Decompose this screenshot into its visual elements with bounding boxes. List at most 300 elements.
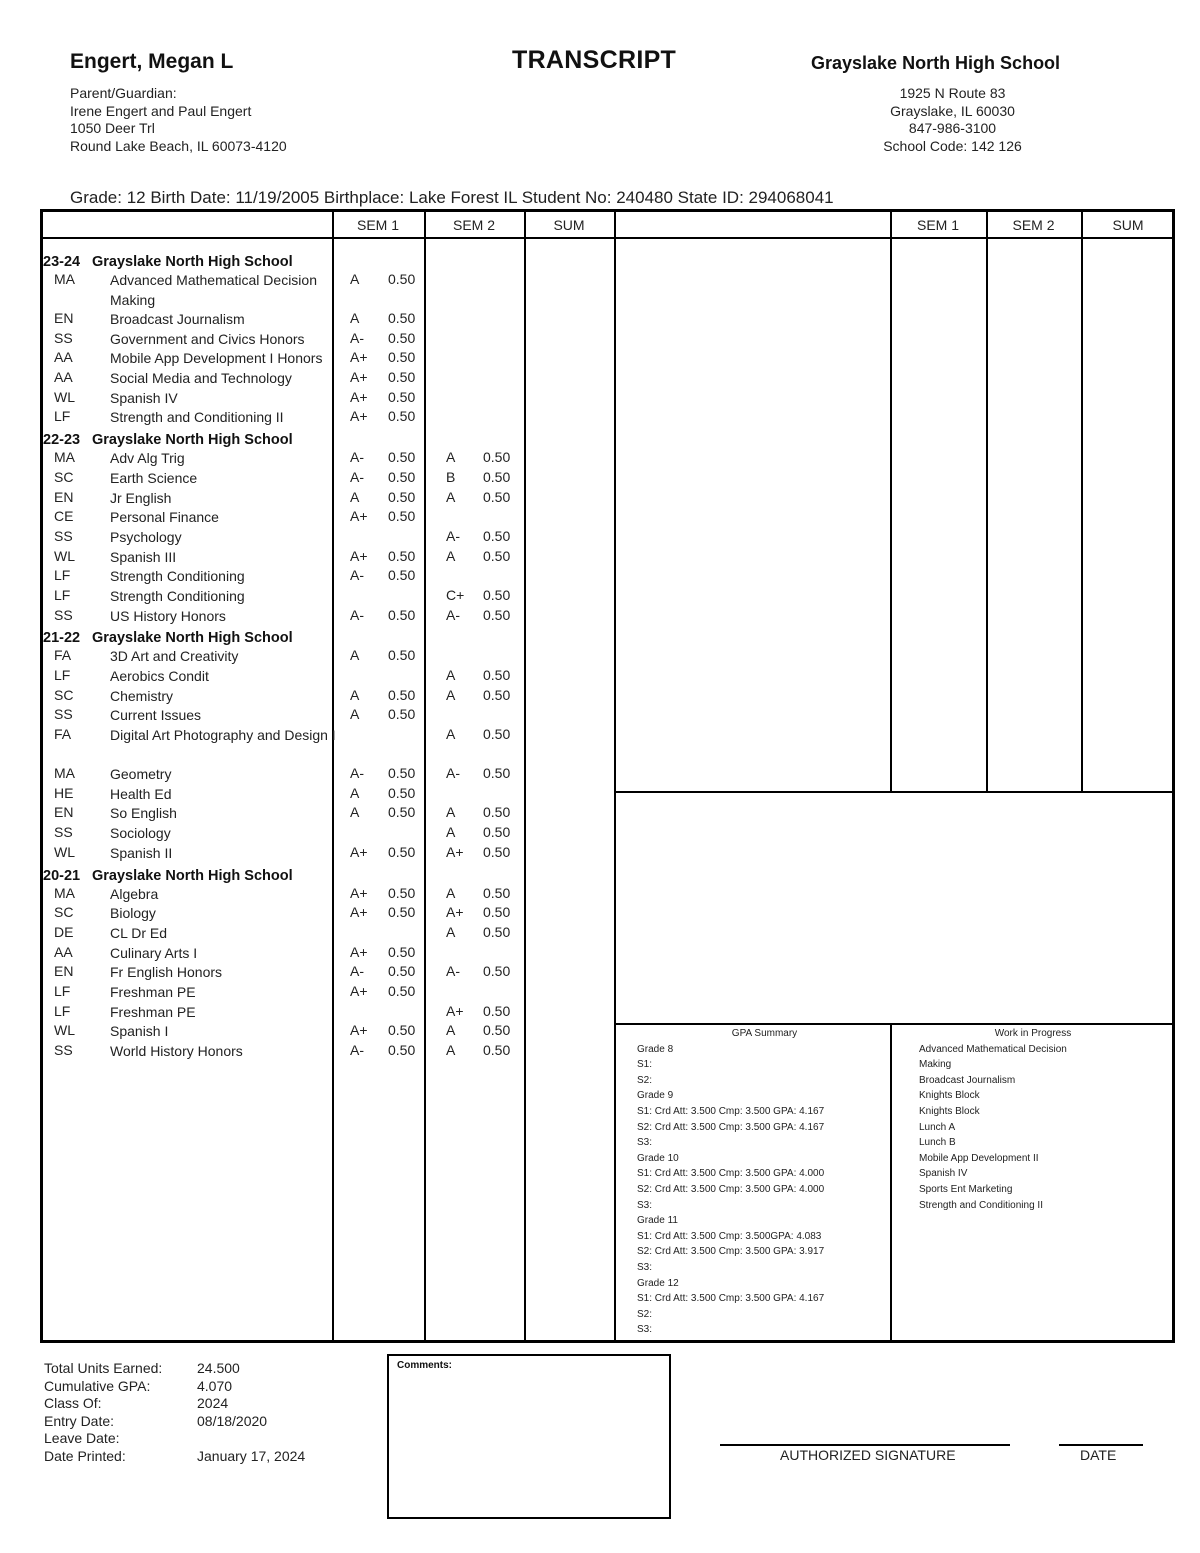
course-subject: WL <box>54 388 75 405</box>
course-row <box>43 270 620 309</box>
date-line <box>1059 1444 1143 1446</box>
course-title: Current Issues <box>110 707 202 724</box>
transcript-summary <box>44 1360 305 1466</box>
course-subject: DE <box>54 923 74 940</box>
course-subject: LF <box>54 1002 71 1019</box>
course-subject: LF <box>54 567 71 584</box>
work-in-progress-line: Making <box>919 1059 952 1071</box>
sem1-credit: 0.50 <box>388 647 416 664</box>
course-subject: LF <box>54 408 71 425</box>
sem2-grade: C+ <box>446 586 465 603</box>
sem1-credit: 0.50 <box>388 388 416 405</box>
course-subject: MA <box>54 884 75 901</box>
gpa-summary-line: S3: <box>637 1137 653 1149</box>
summary-value: 4.070 <box>197 1377 233 1394</box>
sem2-credit: 0.50 <box>483 488 511 505</box>
course-row <box>43 566 620 586</box>
guardian-line: Irene Engert and Paul Engert <box>70 102 252 119</box>
header-divider <box>43 237 1172 239</box>
sem2-grade: A <box>446 686 456 703</box>
course-subject: AA <box>54 943 73 960</box>
course-title: Sociology <box>110 825 171 842</box>
course-subject: MA <box>54 765 75 782</box>
year-school-name: Grayslake North High School <box>92 432 293 449</box>
course-title: Advanced Mathematical Decision Making <box>110 272 317 308</box>
course-row <box>43 666 620 686</box>
course-title: US History Honors <box>110 607 226 624</box>
sem2-credit: 0.50 <box>483 686 511 703</box>
course-title: Fr English Honors <box>110 964 223 981</box>
sem1-grade: A+ <box>350 547 368 564</box>
sem1-grade: A+ <box>350 1022 368 1039</box>
sem1-grade: A+ <box>350 904 368 921</box>
course-title: Psychology <box>110 528 182 545</box>
course-subject: MA <box>54 271 75 287</box>
col-sum-header: SUM <box>553 217 585 233</box>
school-year: 22-23 <box>43 432 81 449</box>
sem1-grade: A+ <box>350 408 368 425</box>
work-in-progress-line: Broadcast Journalism <box>919 1074 1016 1086</box>
sem1-credit: 0.50 <box>388 606 416 623</box>
sem1-grade: A+ <box>350 508 368 525</box>
sem2-grade: A- <box>446 765 460 782</box>
year-school-name: Grayslake North High School <box>92 630 293 647</box>
gpa-summary-line: Grade 8 <box>637 1043 674 1055</box>
sem1-grade: A <box>350 647 360 664</box>
course-title: Freshman PE <box>110 1003 196 1020</box>
sem2-grade: A+ <box>446 1002 464 1019</box>
course-row <box>43 982 620 1002</box>
sem1-grade: A- <box>350 606 364 623</box>
sem2-grade: A <box>446 449 456 466</box>
summary-value: 08/18/2020 <box>197 1412 268 1429</box>
summary-label: Date Printed: <box>44 1447 126 1464</box>
work-in-progress-title: Work in Progress <box>994 1028 1072 1039</box>
summary-row <box>44 1395 305 1413</box>
right-section-divider <box>614 1023 1172 1025</box>
summary-label: Total Units Earned: <box>44 1360 163 1376</box>
course-row <box>43 823 620 843</box>
gpa-summary-line: S3: <box>637 1324 653 1336</box>
course-title: Earth Science <box>110 469 198 486</box>
year-school-name: Grayslake North High School <box>92 254 293 270</box>
sem2-grade: A <box>446 488 456 505</box>
sem1-credit: 0.50 <box>388 349 416 366</box>
course-title: Spanish IV <box>110 389 178 406</box>
course-row <box>43 843 620 863</box>
sem2-grade: A <box>446 1022 456 1039</box>
sem1-credit: 0.50 <box>388 567 416 584</box>
sem2-credit: 0.50 <box>483 765 511 782</box>
course-subject: CE <box>54 508 74 525</box>
transcript-table <box>40 209 1175 1343</box>
gpa-summary-line: S1: Crd Att: 3.500 Cmp: 3.500 GPA: 4.000 <box>637 1168 825 1180</box>
guardian-line: Round Lake Beach, IL 60073-4120 <box>70 137 287 154</box>
course-subject: EN <box>54 310 74 326</box>
col-sum-header-right: SUM <box>1112 217 1144 233</box>
sem2-grade: A <box>446 1042 456 1058</box>
sem1-grade: A <box>350 804 360 821</box>
sem2-credit: 0.50 <box>483 586 511 603</box>
year-header <box>43 867 620 884</box>
sem1-grade: A+ <box>350 943 368 960</box>
course-subject: SS <box>54 606 73 623</box>
course-title: World History Honors <box>110 1043 243 1059</box>
sem2-credit: 0.50 <box>483 726 511 743</box>
sem1-grade: A <box>350 686 360 703</box>
gpa-summary-line: Grade 10 <box>637 1152 679 1164</box>
course-row <box>43 507 620 527</box>
course-row <box>43 448 620 468</box>
course-row <box>43 962 620 982</box>
work-in-progress-line: Strength and Conditioning II <box>919 1199 1043 1211</box>
course-row <box>43 686 620 706</box>
sem2-credit: 0.50 <box>483 468 511 485</box>
sem2-grade: A- <box>446 963 460 980</box>
right-section-divider <box>614 791 1172 793</box>
column-divider <box>986 212 988 792</box>
course-row <box>43 764 620 784</box>
sem1-grade: A <box>350 784 360 801</box>
course-row <box>43 1041 620 1061</box>
column-divider <box>1081 212 1083 792</box>
course-title: Broadcast Journalism <box>110 311 245 327</box>
student-name: Engert, Megan L <box>70 50 234 73</box>
year-header <box>43 253 620 270</box>
sem2-grade: A <box>446 923 456 940</box>
course-list <box>43 249 620 1061</box>
col-sem1-header: SEM 1 <box>356 217 399 233</box>
sem2-credit: 0.50 <box>483 1042 511 1058</box>
sem1-credit: 0.50 <box>388 884 416 901</box>
work-in-progress-line: Knights Block <box>919 1105 980 1117</box>
gpa-summary-line: S2: <box>637 1074 653 1086</box>
course-title: So English <box>110 805 177 822</box>
course-title: Algebra <box>110 885 159 902</box>
sem2-credit: 0.50 <box>483 824 511 841</box>
sem1-grade: A- <box>350 567 364 584</box>
course-title: Adv Alg Trig <box>110 450 185 467</box>
course-row <box>43 586 620 606</box>
gpa-summary-title: GPA Summary <box>731 1028 798 1039</box>
course-subject: SC <box>54 686 74 703</box>
course-title: Health Ed <box>110 785 172 802</box>
course-title: Chemistry <box>110 687 174 704</box>
sem1-grade: A+ <box>350 843 368 860</box>
course-row <box>43 547 620 567</box>
course-row <box>43 803 620 823</box>
sem1-credit: 0.50 <box>388 784 416 801</box>
course-subject: WL <box>54 1022 75 1039</box>
sem2-credit: 0.50 <box>483 449 511 466</box>
gpa-summary-line: Grade 12 <box>637 1277 679 1289</box>
sem1-credit: 0.50 <box>388 449 416 466</box>
sem2-credit: 0.50 <box>483 527 511 544</box>
work-in-progress-line: Advanced Mathematical Decision <box>919 1043 1067 1055</box>
course-row <box>43 903 620 923</box>
course-title: Mobile App Development I Honors <box>110 350 323 367</box>
sem2-credit: 0.50 <box>483 804 511 821</box>
gpa-summary-line: S1: Crd Att: 3.500 Cmp: 3.500 GPA: 4.167 <box>637 1105 825 1117</box>
summary-value: 24.500 <box>197 1360 240 1376</box>
gpa-summary-line: S2: Crd Att: 3.500 Cmp: 3.500 GPA: 4.167 <box>637 1121 825 1133</box>
summary-value: January 17, 2024 <box>197 1447 306 1464</box>
summary-label: Leave Date: <box>44 1430 120 1447</box>
sem2-grade: A <box>446 547 456 564</box>
course-subject: EN <box>54 963 74 980</box>
course-row <box>43 784 620 804</box>
course-subject: LF <box>54 586 71 603</box>
column-divider <box>890 212 892 792</box>
gpa-summary-line: S2: Crd Att: 3.500 Cmp: 3.500 GPA: 4.000 <box>637 1183 825 1195</box>
course-subject: LF <box>54 982 71 999</box>
gpa-summary-line: Grade 9 <box>637 1090 674 1102</box>
sem1-grade: A <box>350 271 360 287</box>
sem2-grade: A- <box>446 606 460 623</box>
sem1-credit: 0.50 <box>388 488 416 505</box>
gpa-summary-line: S1: <box>637 1059 653 1071</box>
signature-line <box>720 1444 1010 1446</box>
summary-label: Class Of: <box>44 1395 102 1412</box>
sem2-credit: 0.50 <box>483 1022 511 1039</box>
course-row <box>43 388 620 408</box>
sem1-credit: 0.50 <box>388 982 416 999</box>
year-header <box>43 431 620 448</box>
sem2-grade: A <box>446 726 456 743</box>
course-subject: SS <box>54 329 73 346</box>
gpa-summary-line: S3: <box>637 1199 653 1211</box>
sem2-credit: 0.50 <box>483 923 511 940</box>
sem1-credit: 0.50 <box>388 468 416 485</box>
course-row <box>43 488 620 508</box>
course-row <box>43 329 620 349</box>
course-row <box>43 943 620 963</box>
sem1-grade: A <box>350 488 360 505</box>
course-title: Strength Conditioning <box>110 568 245 585</box>
sem2-grade: A <box>446 804 456 821</box>
sem1-credit: 0.50 <box>388 963 416 980</box>
gpa-summary <box>618 1026 891 1338</box>
sem1-credit: 0.50 <box>388 843 416 860</box>
school-address-line: 847-986-3100 <box>908 120 997 137</box>
sem1-grade: A+ <box>350 388 368 405</box>
sem1-grade: A <box>350 310 360 326</box>
course-title: Geometry <box>110 766 172 783</box>
work-in-progress <box>891 1026 1175 1213</box>
course-subject: HE <box>54 784 74 801</box>
sem2-grade: A+ <box>446 843 464 860</box>
col-sem2-header: SEM 2 <box>452 217 495 233</box>
course-subject: EN <box>54 488 74 505</box>
sem1-credit: 0.50 <box>388 271 416 287</box>
sem2-credit: 0.50 <box>483 606 511 623</box>
course-row <box>43 725 620 764</box>
course-row <box>43 1021 620 1041</box>
course-title: Aerobics Condit <box>110 668 209 684</box>
course-subject: FA <box>54 726 72 743</box>
course-subject: WL <box>54 547 75 564</box>
course-title: Strength and Conditioning II <box>110 409 284 426</box>
course-subject: WL <box>54 843 75 860</box>
sem1-credit: 0.50 <box>388 329 416 346</box>
course-title: Digital Art Photography and Design I <box>110 727 336 744</box>
course-row <box>43 468 620 488</box>
sem2-grade: A- <box>446 527 460 544</box>
summary-row <box>44 1378 305 1396</box>
course-subject: AA <box>54 369 73 386</box>
course-row <box>43 1002 620 1022</box>
course-subject: SS <box>54 824 73 841</box>
sem1-grade: A- <box>350 329 364 346</box>
course-title: Spanish II <box>110 844 173 861</box>
school-address-line: 1925 N Route 83 <box>899 85 1006 101</box>
course-subject: EN <box>54 804 74 821</box>
sem2-credit: 0.50 <box>483 963 511 980</box>
col-sem1-header-right: SEM 1 <box>916 217 959 233</box>
col-sem2-header-right: SEM 2 <box>1012 217 1055 233</box>
work-in-progress-line: Lunch B <box>919 1137 956 1149</box>
sem1-credit: 0.50 <box>388 508 416 525</box>
course-row <box>43 348 620 368</box>
course-subject: SC <box>54 904 74 921</box>
sem1-grade: A+ <box>350 349 368 366</box>
school-year: 23-24 <box>43 254 81 270</box>
sem2-grade: A <box>446 824 456 841</box>
summary-row <box>44 1360 305 1378</box>
course-subject: SC <box>54 468 74 485</box>
student-info-line: Grade: 12 Birth Date: 11/19/2005 Birthplace: Lake Forest IL Student No: 240480 State ID: 294068041 <box>70 188 834 207</box>
sem2-credit: 0.50 <box>483 884 511 901</box>
sem1-grade: A- <box>350 449 364 466</box>
course-subject: AA <box>54 349 73 366</box>
sem1-grade: A <box>350 706 360 723</box>
course-title: Freshman PE <box>110 983 196 1000</box>
sem1-credit: 0.50 <box>388 904 416 921</box>
course-title: Culinary Arts I <box>110 944 198 961</box>
sem2-credit: 0.50 <box>483 667 511 683</box>
course-row <box>43 527 620 547</box>
gpa-summary-line: S2: Crd Att: 3.500 Cmp: 3.500 GPA: 3.917 <box>637 1246 825 1258</box>
course-subject: SS <box>54 527 73 544</box>
sem1-credit: 0.50 <box>388 804 416 821</box>
sem1-grade: A- <box>350 1042 364 1058</box>
course-row <box>43 884 620 904</box>
course-subject: LF <box>54 667 71 683</box>
sem2-grade: A <box>446 884 456 901</box>
school-name: Grayslake North High School <box>811 53 1061 73</box>
summary-row <box>44 1448 305 1466</box>
year-header <box>43 629 620 646</box>
sem1-grade: A- <box>350 468 364 485</box>
sem1-credit: 0.50 <box>388 765 416 782</box>
sem1-grade: A- <box>350 765 364 782</box>
course-row <box>43 646 620 666</box>
school-address-line: Grayslake, IL 60030 <box>890 102 1015 119</box>
course-row <box>43 309 620 329</box>
sem2-credit: 0.50 <box>483 843 511 860</box>
school-year: 21-22 <box>43 630 81 647</box>
summary-label: Cumulative GPA: <box>44 1377 151 1394</box>
guardian-line: 1050 Deer Trl <box>70 120 155 137</box>
course-title: Strength Conditioning <box>110 587 245 604</box>
school-address-block <box>860 85 1045 155</box>
sem1-grade: A+ <box>350 884 368 901</box>
authorized-signature-label: AUTHORIZED SIGNATURE <box>780 1447 956 1463</box>
guardian-block <box>70 85 287 155</box>
course-title: Personal Finance <box>110 509 219 526</box>
sem1-credit: 0.50 <box>388 369 416 386</box>
course-title: 3D Art and Creativity <box>110 648 239 665</box>
sem1-credit: 0.50 <box>388 706 416 723</box>
course-row <box>43 368 620 388</box>
sem1-credit: 0.50 <box>388 1022 416 1039</box>
sem1-grade: A- <box>350 963 364 980</box>
sem2-credit: 0.50 <box>483 904 511 921</box>
sem1-credit: 0.50 <box>388 408 416 425</box>
course-row <box>43 407 620 427</box>
work-in-progress-line: Spanish IV <box>919 1168 968 1180</box>
sem2-grade: A <box>446 667 456 683</box>
summary-row <box>44 1413 305 1431</box>
course-row <box>43 606 620 626</box>
course-row <box>43 923 620 943</box>
document-title: TRANSCRIPT <box>512 46 677 74</box>
work-in-progress-line: Sports Ent Marketing <box>919 1183 1013 1195</box>
sem1-credit: 0.50 <box>388 310 416 326</box>
sem1-credit: 0.50 <box>388 943 416 960</box>
year-school-name: Grayslake North High School <box>92 867 293 884</box>
summary-row <box>44 1430 305 1448</box>
course-title: Jr English <box>110 489 172 506</box>
comments-label: Comments: <box>397 1360 453 1371</box>
sem2-credit: 0.50 <box>483 547 511 564</box>
date-label: DATE <box>1080 1447 1117 1463</box>
summary-value: 2024 <box>197 1395 229 1412</box>
guardian-line: Parent/Guardian: <box>70 85 177 101</box>
course-subject: SS <box>54 706 73 723</box>
gpa-summary-line: S2: <box>637 1308 653 1320</box>
sem2-grade: B <box>446 468 456 485</box>
work-in-progress-line: Knights Block <box>919 1090 980 1102</box>
work-in-progress-line: Lunch A <box>919 1121 956 1133</box>
work-in-progress-line: Mobile App Development II <box>919 1152 1039 1164</box>
course-title: CL Dr Ed <box>110 924 168 941</box>
sem1-credit: 0.50 <box>388 1042 416 1058</box>
gpa-summary-line: S1: Crd Att: 3.500 Cmp: 3.500GPA: 4.083 <box>637 1230 822 1242</box>
sem2-grade: A+ <box>446 904 464 921</box>
course-title: Social Media and Technology <box>110 370 292 387</box>
gpa-summary-line: Grade 11 <box>637 1215 678 1227</box>
course-title: Spanish I <box>110 1023 169 1040</box>
course-row <box>43 705 620 725</box>
school-year: 20-21 <box>43 867 81 884</box>
summary-label: Entry Date: <box>44 1412 115 1429</box>
comments-box <box>387 1354 671 1519</box>
course-title: Spanish III <box>110 548 177 565</box>
sem2-credit: 0.50 <box>483 1002 511 1019</box>
sem1-credit: 0.50 <box>388 547 416 564</box>
school-address-line: School Code: 142 126 <box>883 137 1022 154</box>
course-subject: SS <box>54 1042 73 1058</box>
course-title: Biology <box>110 905 156 922</box>
course-subject: MA <box>54 449 75 466</box>
course-subject: FA <box>54 647 72 664</box>
course-title: Government and Civics Honors <box>110 330 305 347</box>
sem1-grade: A+ <box>350 369 368 386</box>
gpa-summary-line: S1: Crd Att: 3.500 Cmp: 3.500 GPA: 4.167 <box>637 1293 825 1305</box>
sem1-credit: 0.50 <box>388 686 416 703</box>
sem1-grade: A+ <box>350 982 368 999</box>
